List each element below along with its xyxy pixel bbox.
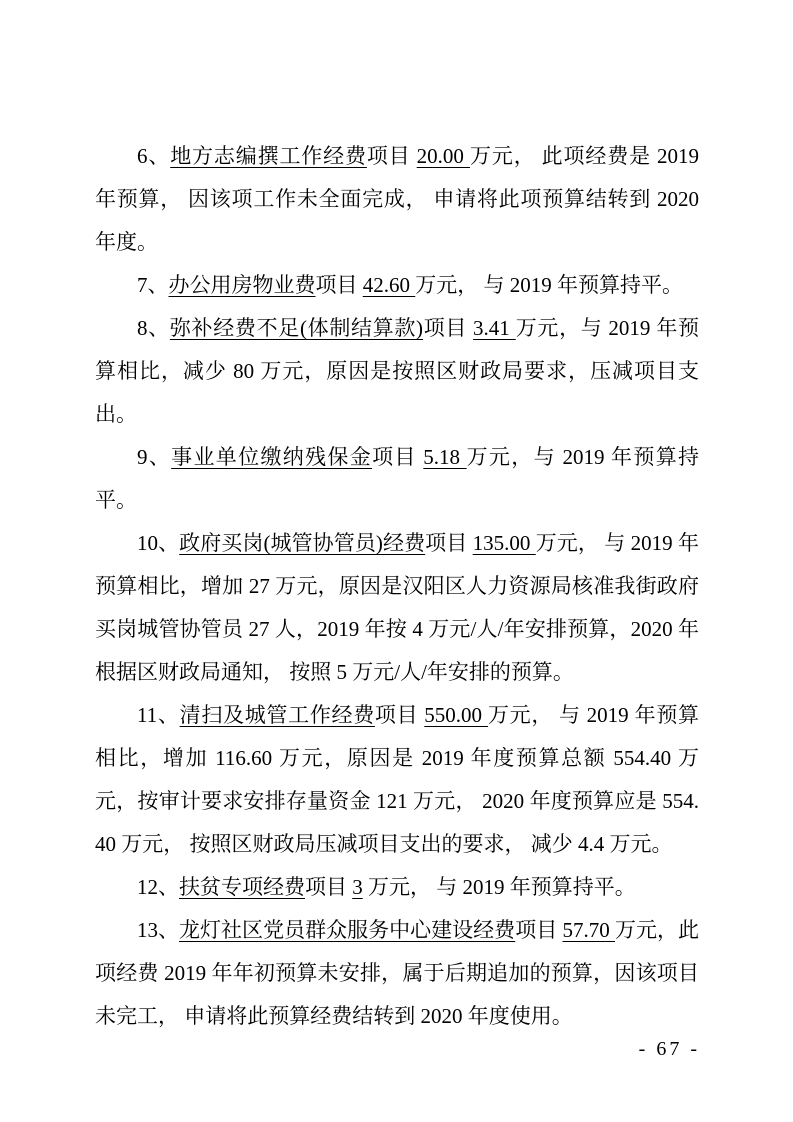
underlined-text: 57.70 [562,918,615,942]
text-run: 项目 [366,144,417,168]
underlined-text: 扶贫专项经费 [179,875,305,899]
text-run: 项目 [315,273,363,297]
text-run: 项目 [515,918,563,942]
underlined-text: 清扫及城管工作经费 [179,703,375,727]
paragraph [95,436,699,522]
paragraph [95,909,699,1038]
text-run: 万元，此项经费 2019 年年初预算未安排，属于后期追加的预算，因该项目未完工， 申请将此预算经费结转到 2020 年度使用。 [95,918,700,1028]
paragraph [95,522,699,694]
paragraph [95,866,699,909]
page-number: - 67 - [638,1038,700,1060]
text-run: 8、 [137,316,170,340]
underlined-text: 事业单位缴纳残保金 [171,445,373,469]
text-run: 9、 [137,445,172,469]
text-run: 项目 [372,445,424,469]
text-run: 万元， 与 2019 年预算持平。 [362,875,636,899]
paragraph [95,694,699,866]
paragraph [95,135,699,264]
text-run: 万元， 与 2019 年预算持平。 [415,273,683,297]
text-run: 6、 [137,144,171,168]
text-run: 项目 [374,703,425,727]
underlined-text: 弥补经费不足(体制结算款) [169,316,424,340]
text-run: 10、 [137,531,180,555]
underlined-text: 政府买岗(城管协管员)经费 [179,531,426,555]
underlined-text: 135.00 [472,531,536,555]
underlined-text: 3 [352,875,363,899]
underlined-text: 地方志编撰工作经费 [170,144,367,168]
text-run: 万元，与 2019 年预算持平。 [95,445,700,512]
underlined-text: 550.00 [424,703,488,727]
text-run: 项目 [423,316,474,340]
text-run: 万元， 此项经费是 2019 年预算， 因该项工作未全面完成， 申请将此项预算结转到 2020 年度。 [95,144,700,254]
paragraph [95,264,699,307]
document-body [95,135,699,1038]
text-run: 万元， 与 2019 年预算相比，增加 27 万元，原因是汉阳区人力资源局核准我街政府买岗城管协管员 27 人，2019 年按 4 万元/人/年安排预算，2020 年根据区财政局通知， 按照 5 万元/人/年安排的预算。 [95,531,700,684]
underlined-text: 3.41 [473,316,516,340]
text-run: 万元， 与 2019 年预算相比，增加 116.60 万元，原因是 2019 年度预算总额 554.40 万元，按审计要求安排存量资金 121 万元， 2020 年度预算应是 554.40 万元， 按照区财政局压减项目支出的要求， 减少 4.4 万元。 [95,703,700,856]
text-run: 13、 [137,918,180,942]
underlined-text: 龙灯社区党员群众服务中心建设经费 [179,918,516,942]
underlined-text: 办公用房物业费 [168,273,316,297]
underlined-text: 42.60 [362,273,416,297]
text-run: 12、 [137,875,179,899]
underlined-text: 5.18 [423,445,467,469]
text-run: 7、 [137,273,169,297]
text-run: 万元，与 2019 年预算相比，减少 80 万元，原因是按照区财政局要求，压减项目支出。 [95,316,700,426]
text-run: 11、 [137,703,180,727]
paragraph [95,307,699,436]
text-run: 项目 [425,531,473,555]
text-run: 项目 [305,875,353,899]
underlined-text: 20.00 [416,144,471,168]
